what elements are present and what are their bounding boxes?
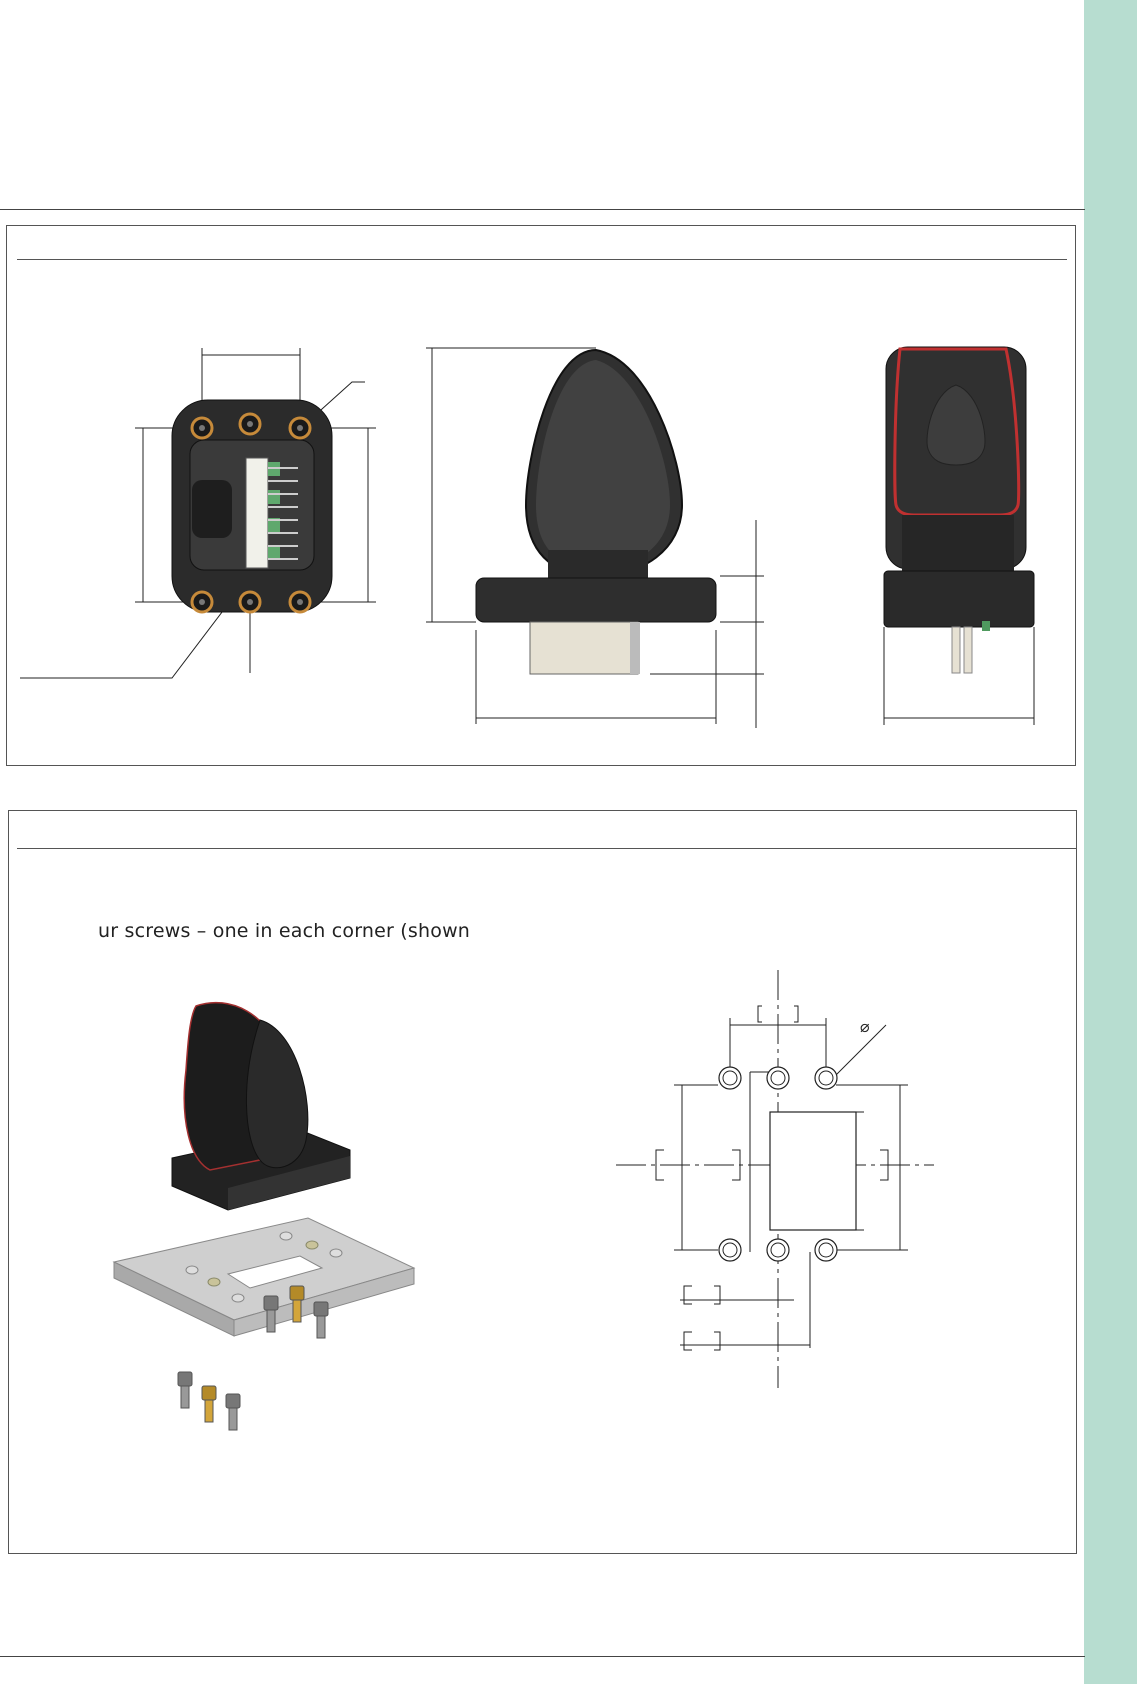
panel-title-rule bbox=[17, 259, 1067, 260]
header-rule bbox=[0, 209, 1085, 210]
mounting-instruction: ur screws – one in each corner (shown bbox=[98, 920, 471, 942]
diameter-symbol: ⌀ bbox=[860, 1017, 870, 1036]
footer-rule bbox=[0, 1656, 1085, 1657]
side-view-drawing bbox=[420, 340, 780, 730]
exploded-assembly-illustration bbox=[110, 990, 430, 1440]
panel-title-rule bbox=[17, 848, 1077, 849]
hole-pattern-drawing bbox=[610, 960, 940, 1390]
side-tab bbox=[1084, 0, 1137, 1684]
front-view-drawing bbox=[880, 345, 1040, 725]
rear-view-drawing bbox=[20, 340, 380, 680]
